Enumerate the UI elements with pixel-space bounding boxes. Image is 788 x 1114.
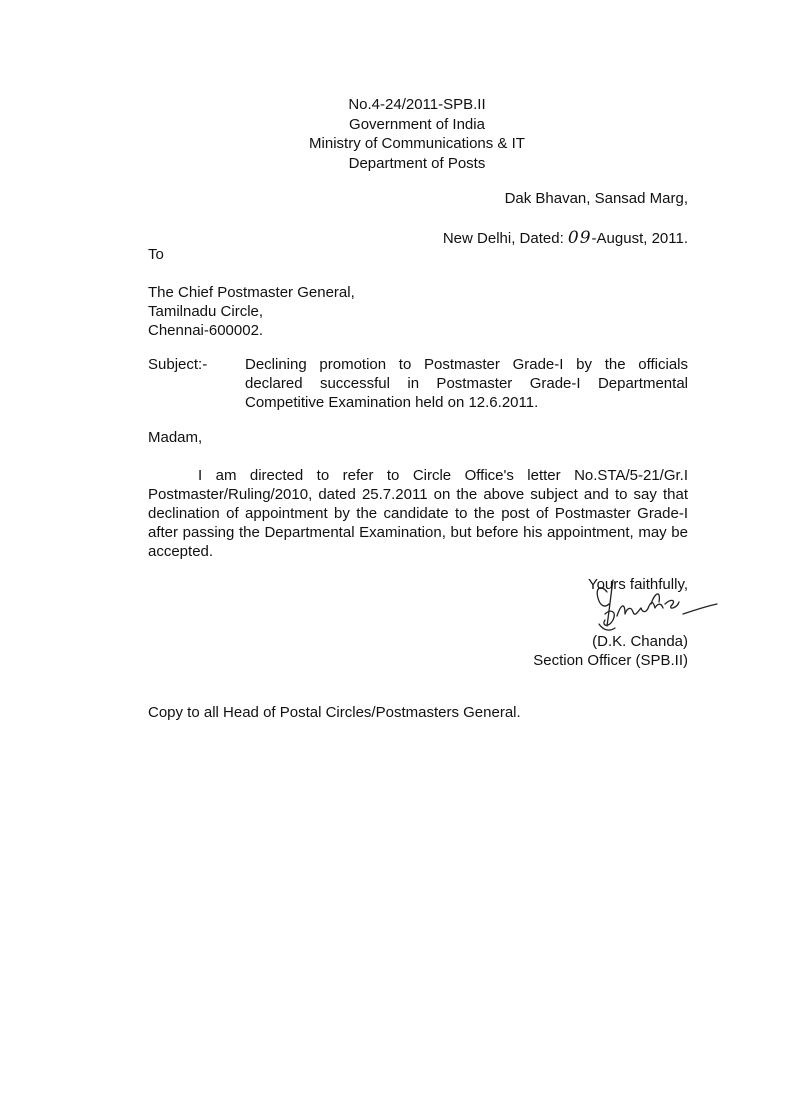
date-suffix: -August, 2011. (591, 230, 688, 247)
government-name: Government of India (349, 115, 485, 133)
signer-name: (D.K. Chanda) (592, 633, 688, 650)
department-name: Department of Posts (348, 154, 486, 172)
signature-block (488, 575, 688, 670)
recipient-line-2: Tamilnadu Circle, (148, 303, 264, 320)
copy-to-line: Copy to all Head of Postal Circles/Postmasters General. (148, 704, 521, 721)
recipient-address (148, 283, 355, 340)
sender-address: Dak Bhavan, Sansad Marg, (504, 190, 688, 207)
recipient-line-1: The Chief Postmaster General, (148, 284, 355, 301)
subject-label: Subject:- (148, 356, 208, 373)
subject-text: Declining promotion to Postmaster Grade-I by the officials declared successful in Postmaster Grade-I Departmental Competitive Examination held on 12.6.2011. (245, 356, 688, 411)
ministry-name: Ministry of Communications & IT (309, 135, 525, 152)
closing-line: Yours faithfully, (587, 576, 688, 593)
signer-designation: Section Officer (SPB.II) (533, 652, 688, 669)
date-day-handwritten: 09 (567, 228, 592, 248)
body-paragraph: I am directed to refer to Circle Office's letter No.STA/5-21/Gr.I Postmaster/Ruling/2010, dated 25.7.2011 on the above subject and to say that declination of appointment by the candidate to the post of Postmaster Grade-I after passing the Departmental Examination, but before his appointment, may be accepted. (148, 467, 688, 560)
date-prefix: New Delhi, Dated: (442, 230, 564, 247)
letter-date (443, 229, 688, 248)
file-number: No.4-24/2011-SPB.II (348, 96, 486, 113)
letter-header (0, 95, 788, 173)
salutation: Madam, (148, 429, 203, 446)
recipient-line-3: Chennai-600002. (148, 322, 264, 339)
to-label: To (148, 246, 164, 263)
